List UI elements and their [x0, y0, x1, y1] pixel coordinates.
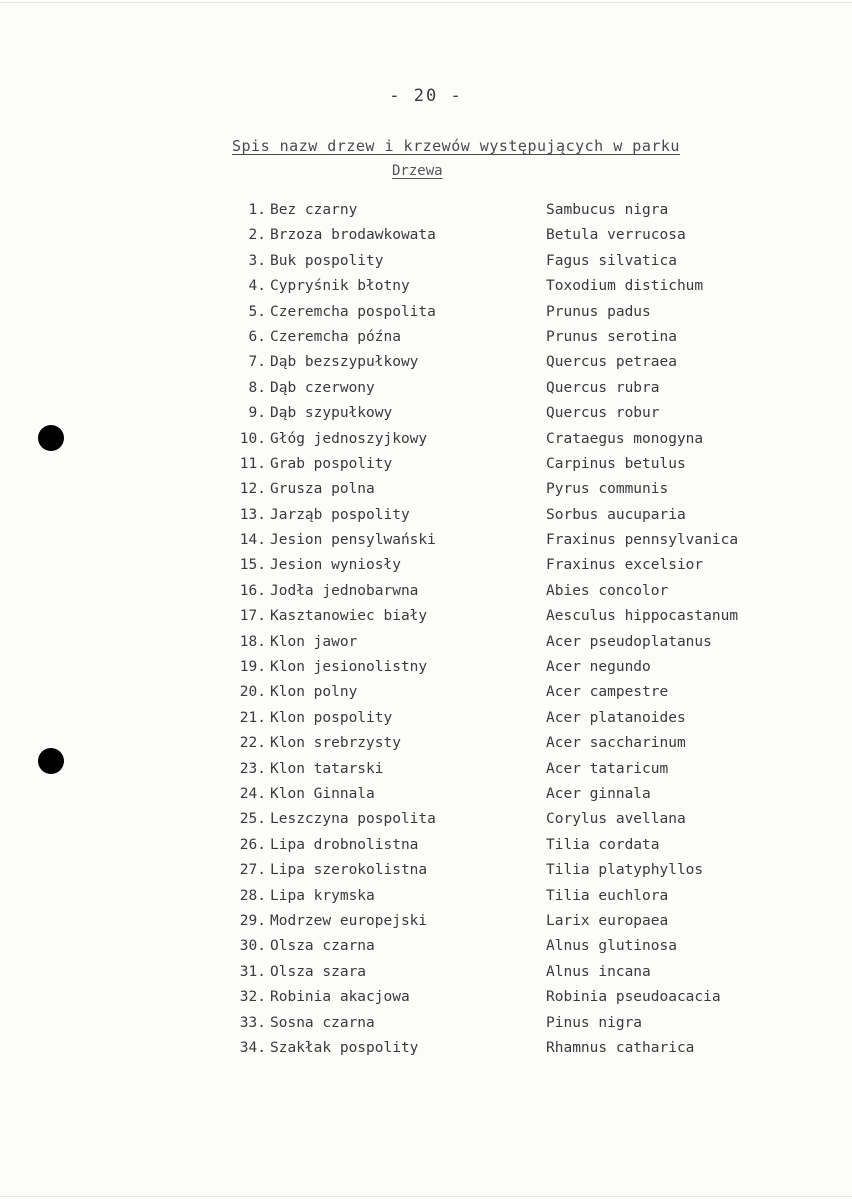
tree-list-item [222, 274, 802, 299]
tree-latin-name: Abies concolor [546, 582, 669, 599]
tree-list-item [222, 452, 802, 477]
tree-polish-name: Buk pospolity [270, 252, 384, 269]
tree-list-item [222, 604, 802, 629]
tree-polish-name: Klon Ginnala [270, 785, 375, 802]
tree-list-item [222, 1036, 802, 1061]
tree-list-item [222, 477, 802, 502]
tree-polish-name: Brzoza brodawkowata [270, 227, 436, 244]
tree-list-item [222, 376, 802, 401]
tree-latin-name: Prunus serotina [546, 328, 677, 345]
tree-polish-name: Klon jawor [270, 633, 358, 650]
tree-list-item [222, 757, 802, 782]
tree-latin-name: Toxodium distichum [546, 278, 704, 295]
page-top-edge [0, 2, 852, 3]
tree-list-item [222, 985, 802, 1010]
tree-item-number: 12. [239, 481, 266, 498]
tree-item-number: 11. [239, 455, 266, 472]
tree-item-number: 24. [239, 785, 266, 802]
tree-polish-name: Jodła jednobarwna [270, 582, 419, 599]
tree-polish-name: Modrzew europejski [270, 912, 428, 929]
tree-latin-name: Acer campestre [546, 684, 669, 701]
tree-item-number: 6. [248, 328, 266, 345]
tree-polish-name: Czeremcha pospolita [270, 303, 436, 320]
tree-item-number: 1. [248, 202, 266, 218]
tree-latin-name: Quercus robur [546, 405, 660, 422]
tree-polish-name: Olsza czarna [270, 938, 375, 955]
tree-list-item [222, 427, 802, 452]
tree-latin-name: Betula verrucosa [546, 227, 686, 244]
tree-item-number: 9. [248, 405, 266, 422]
tree-item-number: 14. [239, 532, 266, 549]
tree-polish-name: Klon polny [270, 684, 358, 701]
tree-latin-name: Acer platanoides [546, 709, 686, 726]
tree-polish-name: Klon pospolity [270, 709, 393, 726]
tree-list-item [222, 934, 802, 959]
tree-list-item [222, 300, 802, 325]
tree-latin-name: Quercus rubra [546, 379, 660, 396]
tree-list-item [222, 249, 802, 274]
tree-polish-name: Dąb bezszypułkowy [270, 354, 419, 371]
tree-list-item [222, 807, 802, 832]
tree-polish-name: Robinia akacjowa [270, 989, 410, 1006]
tree-list-item [222, 579, 802, 604]
tree-latin-name: Quercus petraea [546, 354, 677, 371]
tree-list-item [222, 223, 802, 248]
tree-list-item [222, 630, 802, 655]
tree-item-number: 22. [239, 735, 266, 752]
tree-item-number: 5. [248, 303, 266, 320]
tree-list-item [222, 1011, 802, 1036]
tree-polish-name: Lipa krymska [270, 887, 375, 904]
tree-list-item [222, 503, 802, 528]
tree-polish-name: Dąb szypułkowy [270, 405, 393, 422]
punch-hole-top [38, 425, 64, 451]
tree-latin-name: Sorbus aucuparia [546, 506, 686, 523]
punch-hole-bottom [38, 748, 64, 774]
tree-latin-name: Aesculus hippocastanum [546, 608, 739, 625]
tree-list-item [222, 782, 802, 807]
tree-list-item [222, 858, 802, 883]
tree-latin-name: Acer negundo [546, 659, 651, 676]
tree-item-number: 8. [248, 379, 266, 396]
tree-list-item [222, 325, 802, 350]
tree-latin-name: Robinia pseudoacacia [546, 989, 721, 1006]
tree-item-number: 18. [239, 633, 266, 650]
tree-polish-name: Klon srebrzysty [270, 735, 401, 752]
tree-latin-name: Corylus avellana [546, 811, 686, 828]
tree-polish-name: Sosna czarna [270, 1014, 375, 1031]
tree-polish-name: Klon tatarski [270, 760, 384, 777]
tree-polish-name: Jesion pensylwański [270, 532, 436, 549]
tree-list-item [222, 553, 802, 578]
tree-polish-name: Dąb czerwony [270, 379, 375, 396]
tree-latin-name: Fagus silvatica [546, 252, 677, 269]
tree-latin-name: Larix europaea [546, 912, 669, 929]
tree-latin-name: Tilia cordata [546, 836, 660, 853]
tree-item-number: 28. [239, 887, 266, 904]
tree-list-item [222, 731, 802, 756]
tree-polish-name: Czeremcha późna [270, 328, 401, 345]
tree-polish-name: Szakłak pospolity [270, 1039, 419, 1056]
tree-item-number: 17. [239, 608, 266, 625]
tree-list-item [222, 680, 802, 705]
tree-polish-name: Lipa szerokolistna [270, 862, 428, 879]
tree-item-number: 21. [239, 709, 266, 726]
tree-polish-name: Grusza polna [270, 481, 375, 498]
tree-item-number: 34. [239, 1039, 266, 1056]
tree-list-item [222, 655, 802, 680]
tree-latin-name: Carpinus betulus [546, 455, 686, 472]
tree-item-number: 19. [239, 659, 266, 676]
tree-item-number: 25. [239, 811, 266, 828]
tree-item-number: 16. [239, 582, 266, 599]
tree-item-number: 23. [239, 760, 266, 777]
tree-item-number: 7. [248, 354, 266, 371]
tree-item-number: 4. [248, 278, 266, 295]
tree-item-number: 10. [239, 430, 266, 447]
tree-latin-name: Pyrus communis [546, 481, 669, 498]
tree-latin-name: Acer saccharinum [546, 735, 686, 752]
tree-latin-name: Crataegus monogyna [546, 430, 704, 447]
tree-latin-name: Sambucus nigra [546, 202, 669, 218]
tree-polish-name: Jesion wyniosły [270, 557, 401, 574]
tree-item-number: 31. [239, 963, 266, 980]
tree-list-item [222, 528, 802, 553]
list-heading: Spis nazw drzew i krzewów występujących w parku [232, 137, 680, 155]
tree-item-number: 26. [239, 836, 266, 853]
tree-latin-name: Fraxinus pennsylvanica [546, 532, 739, 549]
tree-latin-name: Prunus padus [546, 303, 651, 320]
tree-latin-name: Acer pseudoplatanus [546, 633, 712, 650]
tree-polish-name: Cypryśnik błotny [270, 278, 410, 295]
tree-item-number: 27. [239, 862, 266, 879]
tree-polish-name: Jarząb pospolity [270, 506, 410, 523]
page-bottom-edge [0, 1196, 852, 1197]
tree-latin-name: Alnus glutinosa [546, 938, 677, 955]
tree-latin-name: Tilia euchlora [546, 887, 669, 904]
section-heading-trees: Drzewa [392, 163, 443, 179]
tree-item-number: 29. [239, 912, 266, 929]
tree-latin-name: Rhamnus catharica [546, 1039, 695, 1056]
tree-list-item [222, 960, 802, 985]
tree-list-item [222, 198, 802, 223]
tree-list-item [222, 401, 802, 426]
tree-item-number: 32. [239, 989, 266, 1006]
tree-polish-name: Olsza szara [270, 963, 367, 980]
tree-polish-name: Lipa drobnolistna [270, 836, 419, 853]
tree-list [222, 198, 802, 1061]
tree-latin-name: Acer tataricum [546, 760, 669, 777]
tree-latin-name: Fraxinus excelsior [546, 557, 704, 574]
page-number: - 20 - [389, 86, 463, 106]
tree-latin-name: Pinus nigra [546, 1014, 643, 1031]
tree-list-item [222, 833, 802, 858]
tree-list-item [222, 909, 802, 934]
tree-latin-name: Tilia platyphyllos [546, 862, 704, 879]
tree-latin-name: Alnus incana [546, 963, 651, 980]
tree-list-item [222, 706, 802, 731]
tree-list-item [222, 350, 802, 375]
tree-polish-name: Bez czarny [270, 202, 358, 218]
tree-latin-name: Acer ginnala [546, 785, 651, 802]
tree-item-number: 15. [239, 557, 266, 574]
tree-polish-name: Grab pospolity [270, 455, 393, 472]
tree-polish-name: Kasztanowiec biały [270, 608, 428, 625]
tree-item-number: 3. [248, 252, 266, 269]
tree-item-number: 30. [239, 938, 266, 955]
tree-item-number: 13. [239, 506, 266, 523]
tree-polish-name: Leszczyna pospolita [270, 811, 436, 828]
tree-polish-name: Głóg jednoszyjkowy [270, 430, 428, 447]
tree-item-number: 33. [239, 1014, 266, 1031]
tree-polish-name: Klon jesionolistny [270, 659, 428, 676]
tree-list-item [222, 884, 802, 909]
tree-item-number: 20. [239, 684, 266, 701]
tree-item-number: 2. [248, 227, 266, 244]
